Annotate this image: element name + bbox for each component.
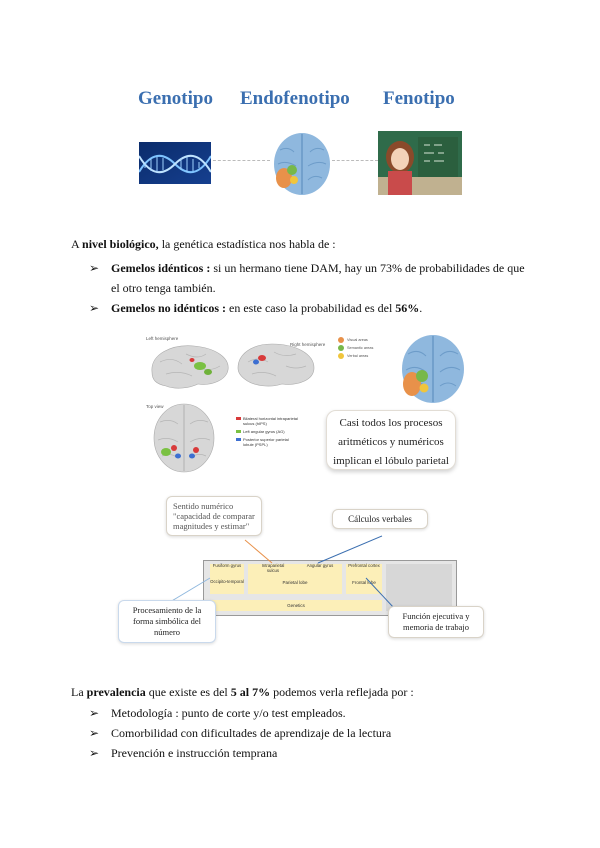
arrow-bullet-icon: ➢: [89, 261, 100, 275]
title-endofenotipo: Endofenotipo: [240, 88, 350, 109]
brain-key: [338, 336, 373, 360]
label-intraparietal: Intraparietal sulcus: [261, 563, 285, 573]
bullet-identical-twins-cont: el otro tenga también.: [111, 281, 216, 295]
brain-top-view-image: [148, 400, 220, 474]
legend-item: Posterior superior parietal lobule (PSPL): [236, 437, 300, 447]
prevalence-item: ➢ Prevención e instrucción temprana: [89, 746, 278, 760]
title-fenotipo: Fenotipo: [383, 88, 455, 109]
label-sentido-numerico: Sentido numérico "capacidad de comparar magnitudes y estimar": [166, 496, 262, 536]
brain-top-view-image: [272, 130, 332, 196]
brain-colored-image: [400, 332, 466, 404]
brain-figure: [138, 332, 468, 478]
legend-item: Left angular gyrus (AG): [236, 429, 300, 434]
biological-intro: A nivel biológico, la genética estadística nos habla de :: [71, 237, 336, 251]
prevalence-intro: La prevalencia que existe es del 5 al 7% podemos verla reflejada por :: [71, 685, 414, 699]
arrow-bullet-icon: ➢: [89, 726, 100, 740]
key-item: Verbal areas: [338, 352, 373, 360]
brain-right-hemisphere-image: [234, 340, 318, 390]
child-photo: [378, 131, 462, 195]
legend-swatch: [236, 430, 241, 433]
label-occipito-temporal: Occipito-temporal: [210, 579, 244, 584]
label-funcion-ejecutiva: Función ejecutiva y memoria de trabajo: [388, 606, 484, 638]
label-genetics: Genetics: [287, 603, 305, 608]
bullet-identical-twins: ➢ Gemelos idénticos : si un hermano tiene DAM, hay un 73% de probabilidades de que: [89, 261, 525, 275]
key-dot: [338, 345, 344, 351]
label-prefrontal: Prefrontal cortex: [348, 563, 380, 568]
label-procesamiento: Procesamiento de la forma simbólica del número: [118, 600, 216, 643]
connector-line: [208, 160, 270, 161]
connector-line: [332, 160, 378, 161]
legend-swatch: [236, 417, 241, 420]
label-left-hemisphere: Left hemisphere: [146, 336, 179, 341]
brain-left-hemisphere-image: [146, 342, 232, 390]
key-item: Semantic areas: [338, 344, 373, 352]
prevalence-item: ➢ Metodología : punto de corte y/o test empleados.: [89, 706, 346, 720]
bullet-nonidentical-twins: ➢ Gemelos no idénticos : en este caso la probabilidad es del 56%.: [89, 301, 423, 315]
brain-legend: [236, 416, 300, 447]
dna-image: [139, 142, 211, 184]
key-dot: [338, 353, 344, 359]
label-frontal-lobe: Frontal lobe: [352, 580, 376, 585]
title-genotipo: Genotipo: [138, 88, 213, 109]
legend-swatch: [236, 438, 241, 441]
arrow-bullet-icon: ➢: [89, 301, 100, 315]
key-item: Visual areas: [338, 336, 373, 344]
key-dot: [338, 337, 344, 343]
label-top-view: Top view: [146, 404, 164, 409]
label-angular: Angular gyrus: [306, 563, 334, 568]
label-fusiform: Fusiform gyrus: [212, 563, 242, 568]
prevalence-item: ➢ Comorbilidad con dificultades de aprendizaje de la lectura: [89, 726, 392, 740]
label-right-hemisphere: Right hemisphere: [290, 342, 326, 347]
arrow-bullet-icon: ➢: [89, 706, 100, 720]
arrow-bullet-icon: ➢: [89, 746, 100, 760]
legend-item: Bilateral horizontal intraparietal sulcus (hIPS): [236, 416, 300, 426]
parietal-note: Casi todos los procesos aritméticos y numéricos implican el lóbulo parietal: [326, 410, 456, 470]
label-calculos-verbales: Cálculos verbales: [332, 509, 428, 529]
label-parietal-lobe: Parietal lobe: [282, 580, 308, 585]
